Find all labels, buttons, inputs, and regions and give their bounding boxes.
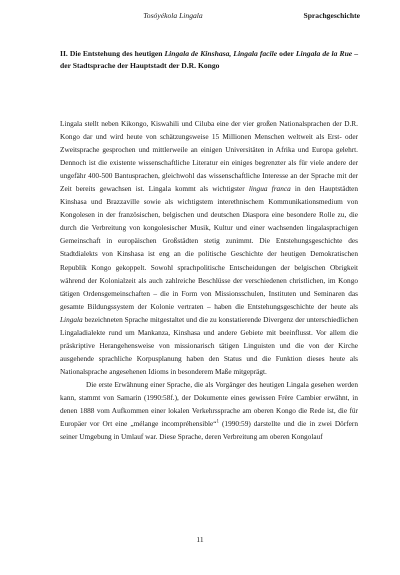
running-header	[60, 9, 360, 23]
chapter-title-part: II. Die Entstehung des heutigen	[60, 49, 165, 58]
paragraph-text: bezeichneten Sprache mitgestaltet und die zu konstatierende Divergenz der unterschiedlichen Lingaladialekte rund um Mankanza, Kinshasa und andere Gebiete mit beeinflusst. Vor allem die präskriptive Herangehensweise von missionarisch tätigen Linguisten und die von der Kirche ausgehende sprachliche Korpusplanung haben den Status und die Funktion dieses heute als Nationalsprache angesehenen Idioms in besonderem Maße mitgeprägt.	[60, 314, 358, 376]
page-number: 11	[196, 535, 204, 544]
running-header-section: Sprachgeschichte	[303, 11, 360, 20]
chapter-title-italic: Lingala de la Rue	[295, 49, 353, 58]
paragraph-1	[60, 117, 358, 378]
footnote-marker[interactable]: 1	[216, 419, 219, 425]
chapter-title-italic: Lingala de Kinshasa, Lingala facile	[164, 49, 278, 58]
running-header-author: Tosóyékola Lingala	[143, 11, 203, 20]
chapter-title-part: oder	[277, 49, 296, 58]
chapter-title	[60, 48, 358, 72]
paragraph-2	[60, 378, 358, 443]
paragraph-text: (1990:59) darstellte und die in zwei Dörfern seiner Umgebung in Umlauf war. Diese Sprache, deren Verbreitung am oberen Kongolauf	[60, 419, 358, 442]
paragraph-text: Die erste Erwähnung einer Sprache, die als Vorgänger des heutigen Lingala gesehen werden kann, stammt von Samarin (1990:58f.), der Dokumente eines gewissen Frère Cambier erwähnt, in denen 1888 vom Aufkommen einer lokalen Verkehrssprache am oberen Kongo die Rede ist, die für Europäer vor Ort eine „mélange incompréhensible“	[60, 379, 358, 429]
paragraph-italic-term: lingua franca	[248, 184, 291, 194]
chapter-title-part: – der Stadtsprache der Hauptstadt der D.R. Kongo	[60, 49, 359, 70]
paragraph-text: in den Hauptstädten Kinshasa und Brazzaville sowie als wichtigstem interethnischem Kommunikationsmedium von Kongolesen in der französischen, belgischen und deutschen Diaspora eine besondere Rolle zu, die durch die Verbreitung von kongolesischer Musik, Kultur und einer wachsenden lingalasprachigen Gemeinschaft in europäischen Großstädten stetig zunimmt. Die Entstehungsgeschichte des Stadtdialekts von Kinshasa ist eng an die politische Geschichte der heutigen Demokratischen Republik Kongo gekoppelt. Sowohl sprachpolitische Entscheidungen der belgischen Obrigkeit während der Kolonialzeit als auch zahlreiche Beschlüsse der verschiedenen christlichen, im Kongo tätigen Ordensgemeinschaften – die in Form von Missionsschulen, Instituten und Seminaren das gesamte Bildungssystem der Kolonie vertraten – haben die Entstehungsgeschichte der heute als	[60, 184, 359, 311]
paragraph-italic-term: Lingala	[60, 314, 83, 324]
paragraph-text: Lingala stellt neben Kikongo, Kiswahili und Ciluba eine der vier großen Nationalsprachen der D.R. Kongo dar und wird heute von schätzungsweise 15 Millionen Menschen weltweit als Erst- oder Zweitsprache gesprochen und mittlerweile an einigen Universitäten in Afrika und Europa gelehrt. Dennoch ist die existente wissenschaftliche Literatur ein einiges begrenzter als für viele andere der ungefähr 400-500 Bantusprachen, gleichwohl das wissenschaftliche Interesse an der Sprache mit der Zeit bereits gewachsen ist. Lingala kommt als wichtigster	[60, 119, 358, 194]
body-text	[60, 117, 358, 443]
